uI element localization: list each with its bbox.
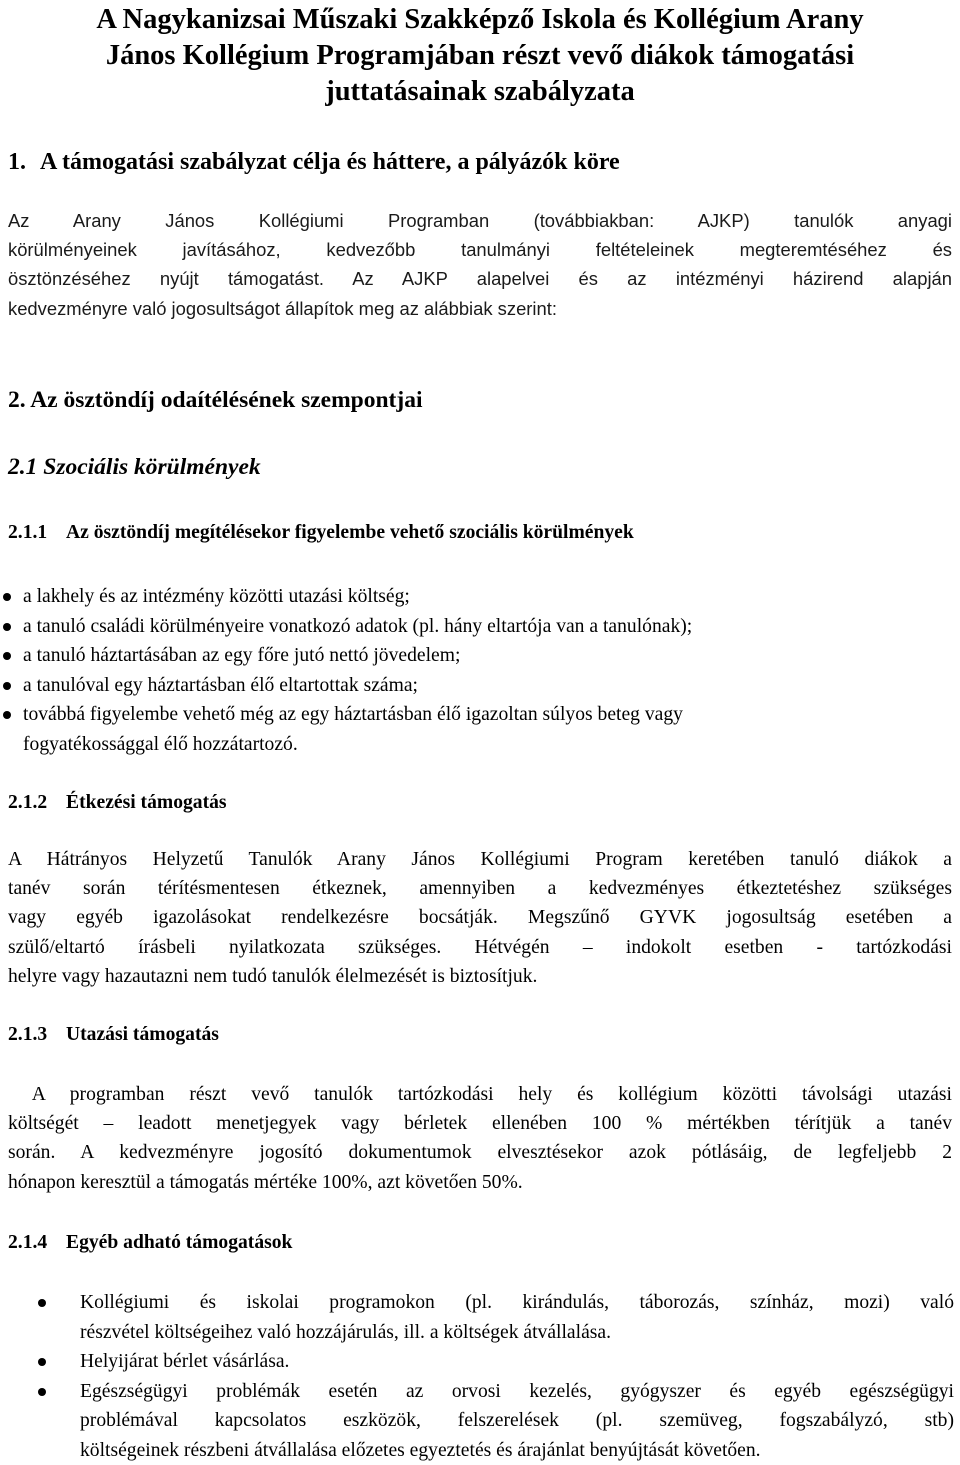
paragraph-line: során. A kedvezményre jogosító dokumentumok elvesztésekor azok pótlásáig, de legfeljebb 2 [8,1138,952,1167]
list-item [0,612,960,642]
section-2-1-4-title: Egyéb adható támogatások [66,1232,292,1253]
document-title [0,2,960,110]
list-item-text: Egészségügyi problémák esetén az orvosi kezelés, gyógyszer és egyéb egészségügyi [80,1377,954,1407]
section-2-1-4-heading [8,1229,292,1257]
bullet-icon [3,623,11,631]
bullet-icon [3,652,11,660]
section-2-1-3-number: 2.1.3 [8,1021,66,1049]
list-item-text: költségeinek részbeni átvállalása előzetes egyeztetés és árajánlat benyújtását követően. [80,1436,954,1465]
list-item-text: továbbá figyelembe vehető még az egy háztartásban élő igazoltan súlyos beteg vagy [23,704,683,725]
section-2-1-4-number: 2.1.4 [8,1229,66,1257]
list-item-text: a tanuló családi körülményeire vonatkozó adatok (pl. hány eltartója van a tanulónak); [23,616,692,637]
paragraph-line: szülő/eltartó írásbeli nyilatkozata szükséges. Hétvégén – indokolt esetben - tartózkodási [8,933,952,962]
section-2-1-2-heading [8,789,227,817]
list-item-text: Kollégiumi és iskolai programokon (pl. kirándulás, táborozás, színház, mozi) való [80,1288,954,1318]
section-2-1-1-title: Az ösztöndíj megítélésekor figyelembe vehető szociális körülmények [66,522,634,543]
bullet-icon [38,1358,46,1366]
section-2-1-2-title: Étkezési támogatás [66,792,227,813]
paragraph-line: kedvezményre való jogosultságot állapítok meg az alábbiak szerint: [8,294,952,323]
section-1-number: 1. [8,146,40,178]
section-2-1-1-heading [8,519,634,547]
paragraph-line: ösztönzéséhez nyújt támogatást. Az AJKP alapelvei és az intézményi házirend alapján [8,264,952,293]
list-item [0,641,960,671]
section-2-1-3-title: Utazási támogatás [66,1024,219,1045]
paragraph-line: A programban részt vevő tanulók tartózkodási hely és kollégium közötti távolsági utazási [8,1080,952,1109]
paragraph-line: hónapon keresztül a támogatás mértéke 100%, azt követően 50%. [8,1168,952,1197]
list-item-text: a tanuló háztartásában az egy főre jutó nettó jövedelem; [23,645,460,666]
list-item-text: a tanulóval egy háztartásban élő eltartottak száma; [23,675,418,696]
section-2-1-2-number: 2.1.2 [8,789,66,817]
section-2-heading: 2. Az ösztöndíj odaítélésének szempontjai [8,385,423,415]
paragraph-line: A Hátrányos Helyzetű Tanulók Arany János Kollégiumi Program keretében tanuló diákok a [8,845,952,874]
section-1-title: A támogatási szabályzat célja és háttere, a pályázók köre [40,149,620,175]
title-line: János Kollégium Programjában részt vevő diákok támogatási [0,38,960,74]
list-item [0,1347,960,1377]
bullet-icon [38,1299,46,1307]
list-item-text: Helyijárat bérlet vásárlása. [80,1347,954,1377]
paragraph-line: tanév során térítésmentesen étkeznek, amennyiben a kedvezményes étkeztetéshez szükséges [8,874,952,903]
section-2-1-2-paragraph [8,845,952,991]
paragraph-line: vagy egyéb igazolásokat rendelkezésre bocsátják. Megszűnő GYVK jogosultság esetében a [8,903,952,932]
title-line: A Nagykanizsai Műszaki Szakképző Iskola és Kollégium Arany [0,2,960,38]
paragraph-line: körülményeinek javításához, kedvezőbb tanulmányi feltételeinek megteremtéséhez és [8,235,952,264]
section-2-1-heading: 2.1 Szociális körülmények [8,452,261,482]
list-item-text: fogyatékossággal élő hozzátartozó. [23,734,298,755]
list-item-text: problémával kapcsolatos eszközök, felszerelések (pl. szemüveg, fogszabályzó, stb) [80,1406,954,1436]
list-item-text: a lakhely és az intézmény közötti utazási költség; [23,586,410,607]
paragraph-line: helyre vagy hazautazni nem tudó tanulók élelmezését is biztosítjuk. [8,962,952,991]
bullet-icon [3,682,11,690]
list-item-text: részvétel költségeihez való hozzájárulás, ill. a költségek átvállalása. [80,1318,954,1348]
section-2-1-3-paragraph [8,1080,952,1197]
list-item [0,1288,960,1347]
bullet-icon [3,593,11,601]
list-item [0,582,960,612]
social-circumstances-list [0,582,960,759]
section-1-paragraph [8,206,952,323]
paragraph-line: Az Arany János Kollégiumi Programban (továbbiakban: AJKP) tanulók anyagi [8,206,952,235]
paragraph-line: költségét – leadott menetjegyek vagy bérletek ellenében 100 % mértékben térítjük a tanév [8,1109,952,1138]
list-item [0,700,960,759]
other-support-list [0,1288,960,1465]
section-2-1-1-number: 2.1.1 [8,519,66,547]
list-item [0,671,960,701]
title-line: juttatásainak szabályzata [0,74,960,110]
list-item [0,1377,960,1465]
bullet-icon [3,711,11,719]
section-2-1-3-heading [8,1021,219,1049]
bullet-icon [38,1388,46,1396]
section-1-heading [8,146,620,178]
